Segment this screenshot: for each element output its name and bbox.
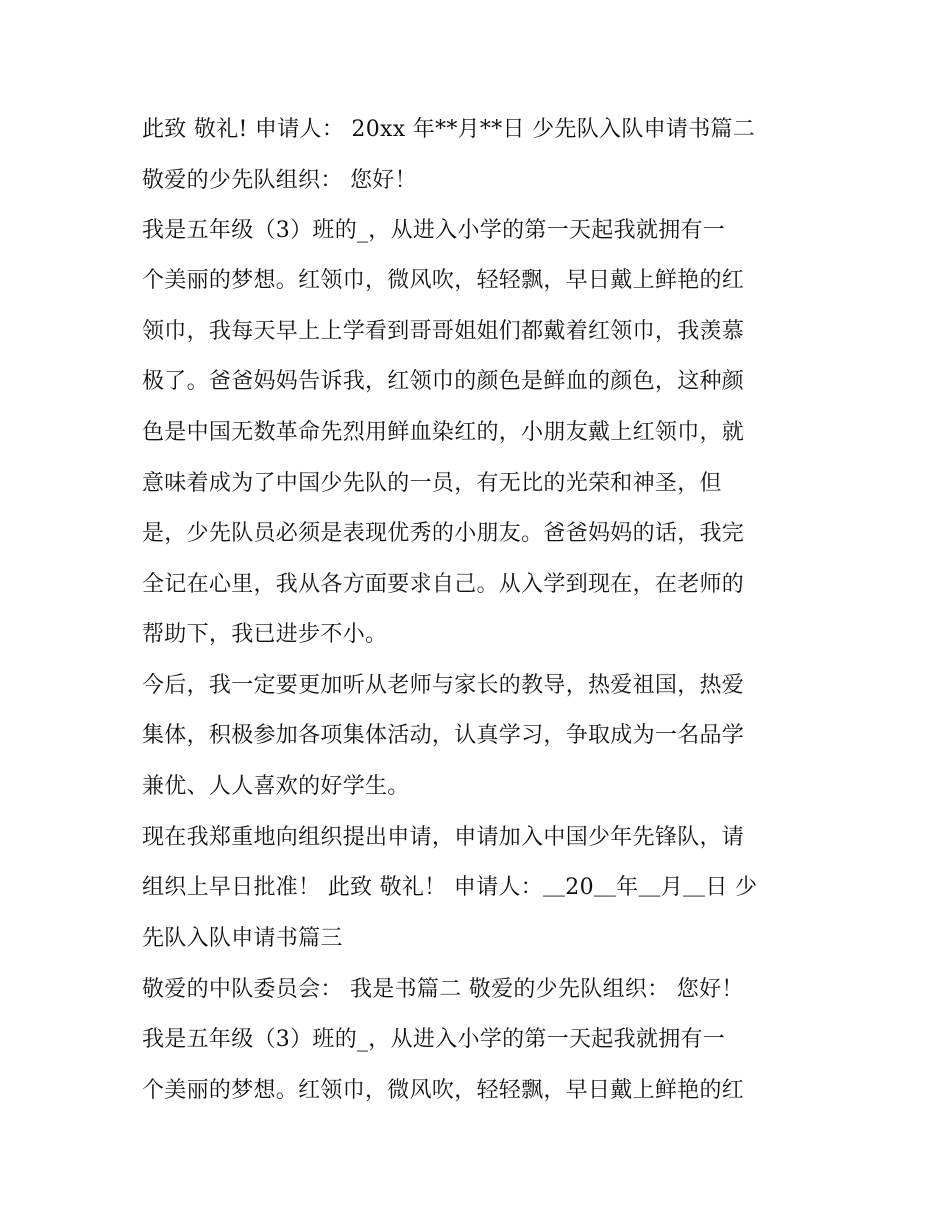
text-line: 我是五年级（3）班的_，从进入小学的第一天起我就拥有一 [142, 1027, 726, 1052]
text-line: 现在我郑重地向组织提出申请，申请加入中国少年先锋队，请 [142, 825, 745, 850]
text-line: 敬爱的少先队组织： 您好！ [142, 168, 417, 193]
text-line: 领巾，我每天早上上学看到哥哥姐姐们都戴着红领巾，我羡慕 [142, 319, 745, 344]
text-line: 先队入队申请书篇三 [142, 926, 343, 951]
text-line: 敬爱的中队委员会： 我是书篇二 敬爱的少先队组织： 您好！ [142, 977, 744, 1002]
text-line: 此致 敬礼! 申请人： 20xx 年**月**日 少先队入队申请书篇二 [142, 117, 756, 142]
text-line: 兼优、人人喜欢的好学生。 [142, 774, 410, 799]
text-line: 极了。爸爸妈妈告诉我，红领巾的颜色是鲜血的颜色，这种颜 [142, 369, 745, 394]
text-line: 组织上早日批准！ 此致 敬礼！ 申请人：＿20＿年＿月＿日 少 [142, 875, 758, 900]
text-line: 意味着成为了中国少先队的一员，有无比的光荣和神圣，但 [142, 471, 722, 496]
text-line: 个美丽的梦想。红领巾，微风吹，轻轻飘，早日戴上鲜艳的红 [142, 268, 745, 293]
text-line: 今后，我一定要更加听从老师与家长的教导，热爱祖国，热爱 [142, 673, 745, 698]
text-line: 个美丽的梦想。红领巾，微风吹，轻轻飘，早日戴上鲜艳的红 [142, 1078, 745, 1103]
text-line: 帮助下，我已进步不小。 [142, 622, 388, 647]
text-line: 我是五年级（3）班的_，从进入小学的第一天起我就拥有一 [142, 218, 726, 243]
text-line: 全记在心里，我从各方面要求自己。从入学到现在，在老师的 [142, 572, 745, 597]
text-line: 集体，积极参加各项集体活动，认真学习，争取成为一名品学 [142, 723, 745, 748]
text-line: 是，少先队员必须是表现优秀的小朋友。爸爸妈妈的话，我完 [142, 521, 745, 546]
text-line: 色是中国无数革命先烈用鲜血染红的，小朋友戴上红领巾，就 [142, 420, 745, 445]
